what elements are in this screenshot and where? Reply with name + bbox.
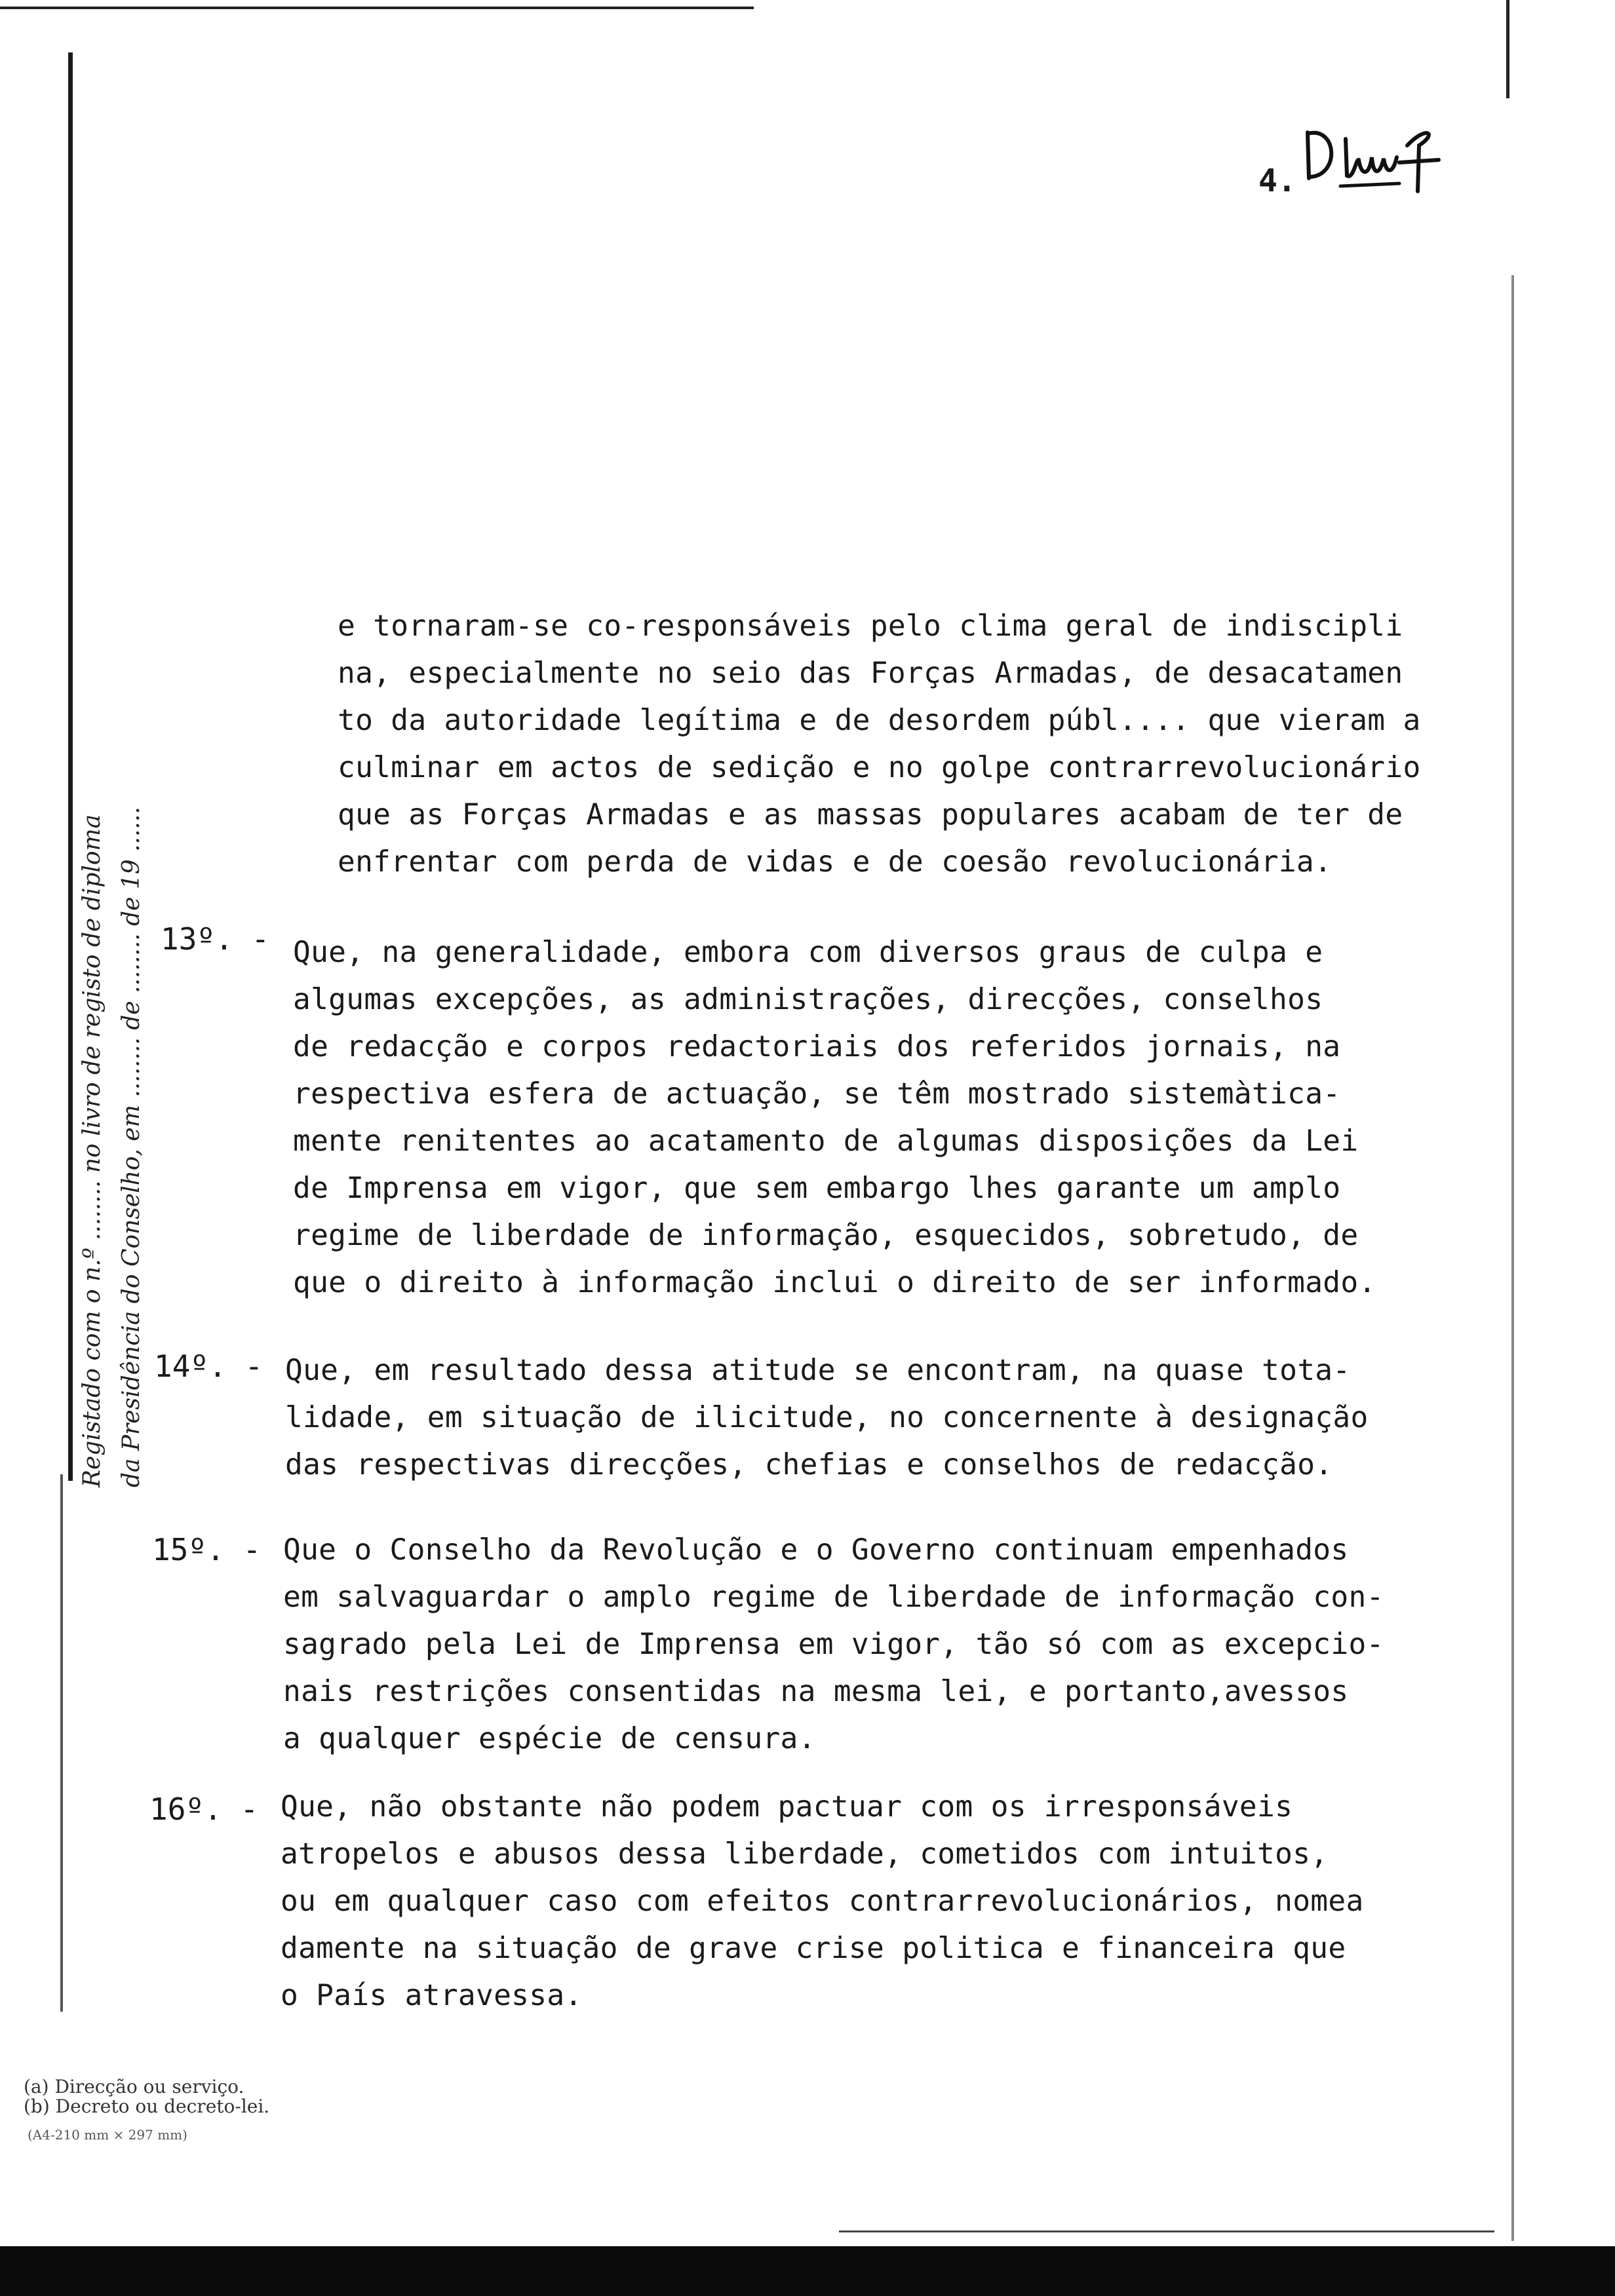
text-line: de Imprensa em vigor, que sem embargo lhes garante um amplo xyxy=(293,1172,1341,1205)
bottom-scan-band xyxy=(0,2246,1615,2296)
text-line: algumas excepções, as administrações, direcções, conselhos xyxy=(293,983,1323,1016)
text-line: atropelos e abusos dessa liberdade, cometidos com intuitos, xyxy=(281,1837,1329,1871)
text-line: Que, em resultado dessa atitude se encontram, na quase tota- xyxy=(285,1354,1351,1387)
form-footnotes xyxy=(24,2077,332,2116)
text-line: na, especialmente no seio das Forças Armadas, de desacatamen xyxy=(338,657,1403,690)
text-line: das respectivas direcções, chefias e conselhos de redacção. xyxy=(285,1448,1333,1482)
text-line: e tornaram-se co-responsáveis pelo clima geral de indiscipli xyxy=(338,609,1403,643)
footnote-b: (b) Decreto ou decreto-lei. xyxy=(24,2095,270,2117)
left-margin-bar-lower xyxy=(60,1474,63,2012)
right-edge-bar xyxy=(1506,0,1509,98)
paragraph-number: 13º. - xyxy=(161,921,270,957)
text-line: mente renitentes ao acatamento de algumas disposições da Lei xyxy=(293,1124,1359,1158)
text-line: Que, na generalidade, embora com diversos graus de culpa e xyxy=(293,936,1323,969)
top-edge-rule xyxy=(0,7,754,9)
stamp-line-2: da Presidência do Conselho, em ........ de ........ de 19 ...... xyxy=(118,807,145,1487)
text-line: que as Forças Armadas e as massas populares acabam de ter de xyxy=(338,798,1403,832)
text-line: que o direito à informação inclui o direito de ser informado. xyxy=(293,1266,1376,1299)
paragraph-number: 16º. - xyxy=(149,1791,259,1827)
text-line: ou em qualquer caso com efeitos contrarrevolucionários, nomea xyxy=(281,1885,1364,1918)
footnote-a: (a) Direcção ou serviço. xyxy=(24,2076,244,2097)
form-code: (A4-210 mm × 297 mm) xyxy=(28,2127,187,2143)
text-line: Que, não obstante não podem pactuar com os irresponsáveis xyxy=(281,1790,1293,1824)
text-line: respectiva esfera de actuação, se têm mostrado sistemàtica- xyxy=(293,1077,1341,1111)
stamp-line-1: Registado com o n.º ........ no livro de registo de diploma xyxy=(79,814,106,1487)
text-line: damente na situação de grave crise politica e financeira que xyxy=(281,1932,1346,1965)
text-line: a qualquer espécie de censura. xyxy=(283,1722,816,1755)
text-line: regime de liberdade de informação, esquecidos, sobretudo, de xyxy=(293,1219,1359,1252)
paragraph-number: 15º. - xyxy=(152,1532,262,1567)
handwritten-signature xyxy=(1301,119,1452,198)
text-line: Que o Conselho da Revolução e o Governo continuam empenhados xyxy=(283,1533,1349,1567)
text-line: lidade, em situação de ilicitude, no concernente à designação xyxy=(285,1401,1369,1434)
text-line: enfrentar com perda de vidas e de coesão revolucionária. xyxy=(338,845,1333,879)
text-line: o País atravessa. xyxy=(281,1979,583,2012)
text-line: to da autoridade legítima e de desordem públ.... que vieram a xyxy=(338,704,1421,737)
right-edge-bar-lower xyxy=(1511,275,1514,2241)
registration-stamp xyxy=(13,564,157,1501)
text-line: em salvaguardar o amplo regime de liberdade de informação con- xyxy=(283,1580,1384,1614)
text-line: nais restrições consentidas na mesma lei, e portanto,avessos xyxy=(283,1675,1349,1708)
text-line: de redacção e corpos redactoriais dos referidos jornais, na xyxy=(293,1030,1341,1063)
text-line: sagrado pela Lei de Imprensa em vigor, tão só com as excepcio- xyxy=(283,1628,1384,1661)
bottom-rule xyxy=(839,2230,1494,2232)
page-number: 4. xyxy=(1258,163,1296,199)
text-line: culminar em actos de sedição e no golpe contrarrevolucionário xyxy=(338,751,1421,784)
paragraph-number: 14º. - xyxy=(154,1349,263,1384)
